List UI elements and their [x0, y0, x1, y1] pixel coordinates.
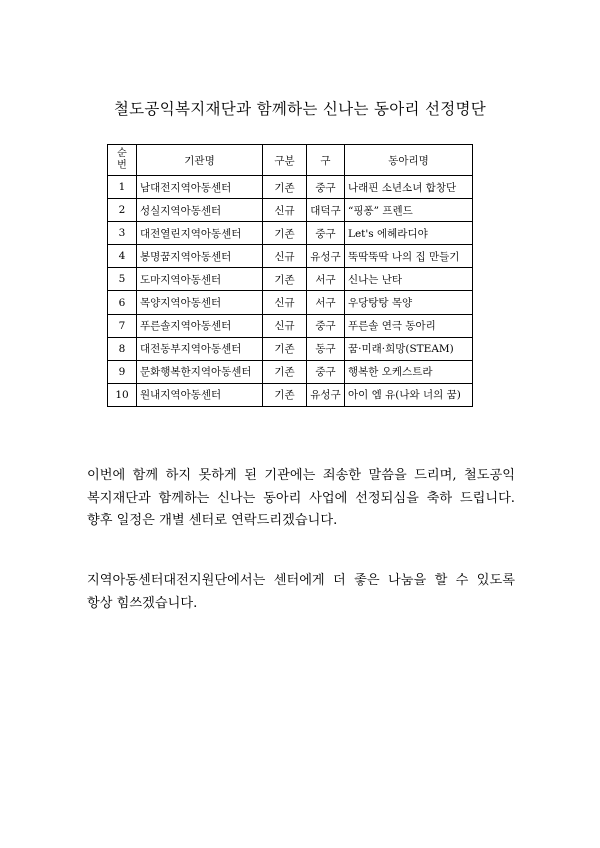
- cell-org: 대전동부지역아동센터: [137, 337, 263, 360]
- cell-district: 대덕구: [307, 199, 345, 222]
- table-row: [108, 199, 473, 222]
- table-row: [108, 222, 473, 245]
- cell-no: 9: [108, 360, 137, 383]
- header-no: [108, 145, 137, 176]
- paragraph-line: 복지재단과 함께하는 신나는 동아리 사업에 선정되심을 축하 드립니다.: [87, 490, 515, 506]
- cell-club: 아이 엠 유(나와 너의 꿈): [345, 383, 473, 406]
- cell-no: 3: [108, 222, 137, 245]
- cell-club: 꿈·미래·희망(STEAM): [345, 337, 473, 360]
- table-row: [108, 360, 473, 383]
- cell-type: 기존: [263, 176, 307, 199]
- table-row: [108, 291, 473, 314]
- closing-paragraph: [87, 570, 515, 615]
- paragraph-line: 지역아동센터대전지원단에서는 센터에게 더 좋은 나눔을 할 수 있도록: [87, 573, 515, 588]
- cell-district: 중구: [307, 360, 345, 383]
- paragraph-line: 향후 일정은 개별 센터로 연락드리겠습니다.: [87, 513, 338, 528]
- cell-org: 목양지역아동센터: [137, 291, 263, 314]
- cell-type: 신규: [263, 199, 307, 222]
- cell-district: 동구: [307, 337, 345, 360]
- table-body: [108, 176, 473, 407]
- cell-district: 중구: [307, 176, 345, 199]
- table-row: [108, 337, 473, 360]
- table-row: [108, 245, 473, 268]
- header-org: 기관명: [137, 145, 263, 176]
- cell-org: 문화행복한지역아동센터: [137, 360, 263, 383]
- cell-no: 2: [108, 199, 137, 222]
- cell-club: 나래핀 소년소녀 합창단: [345, 176, 473, 199]
- cell-district: 중구: [307, 314, 345, 337]
- cell-club: 행복한 오케스트라: [345, 360, 473, 383]
- table-row: [108, 314, 473, 337]
- table-row: [108, 268, 473, 291]
- table-header-row: [108, 145, 473, 176]
- paragraph-line: 항상 힘쓰겠습니다.: [87, 595, 198, 611]
- cell-club: 우당탕탕 목양: [345, 291, 473, 314]
- cell-no: 4: [108, 245, 137, 268]
- cell-club: Let's 에헤라디야: [345, 222, 473, 245]
- club-selection-table: [107, 144, 473, 407]
- header-no-line1: 순: [117, 148, 127, 159]
- cell-no: 10: [108, 383, 137, 406]
- header-no-line2: 번: [117, 160, 127, 171]
- cell-no: 1: [108, 176, 137, 199]
- cell-org: 성실지역아동센터: [137, 199, 263, 222]
- cell-district: 서구: [307, 268, 345, 291]
- cell-type: 신규: [263, 314, 307, 337]
- table-row: [108, 176, 473, 199]
- notice-paragraph: [87, 465, 515, 533]
- cell-org: 봉명꿈지역아동센터: [137, 245, 263, 268]
- cell-org: 대전열린지역아동센터: [137, 222, 263, 245]
- cell-org: 원내지역아동센터: [137, 383, 263, 406]
- cell-no: 5: [108, 268, 137, 291]
- cell-type: 기존: [263, 337, 307, 360]
- cell-district: 서구: [307, 291, 345, 314]
- cell-org: 남대전지역아동센터: [137, 176, 263, 199]
- cell-type: 기존: [263, 360, 307, 383]
- cell-district: 중구: [307, 222, 345, 245]
- cell-club: 신나는 난타: [345, 268, 473, 291]
- cell-no: 8: [108, 337, 137, 360]
- cell-club: 뚝딱뚝딱 나의 집 만들기: [345, 245, 473, 268]
- cell-district: 유성구: [307, 383, 345, 406]
- cell-org: 푸른솔지역아동센터: [137, 314, 263, 337]
- cell-type: 기존: [263, 222, 307, 245]
- cell-type: 기존: [263, 268, 307, 291]
- cell-club: “핑퐁” 프렌드: [345, 199, 473, 222]
- cell-district: 유성구: [307, 245, 345, 268]
- paragraph-line: 이번에 함께 하지 못하게 된 기관에는 죄송한 말씀을 드리며, 철도공익: [87, 468, 515, 483]
- cell-no: 6: [108, 291, 137, 314]
- cell-no: 7: [108, 314, 137, 337]
- cell-type: 신규: [263, 245, 307, 268]
- table-row: [108, 383, 473, 406]
- cell-org: 도마지역아동센터: [137, 268, 263, 291]
- cell-type: 신규: [263, 291, 307, 314]
- header-club: 동아리명: [345, 145, 473, 176]
- header-type: 구분: [263, 145, 307, 176]
- cell-type: 기존: [263, 383, 307, 406]
- document-title: 철도공익복지재단과 함께하는 신나는 동아리 선정명단: [113, 100, 487, 118]
- cell-club: 푸른솔 연극 동아리: [345, 314, 473, 337]
- header-district: 구: [307, 145, 345, 176]
